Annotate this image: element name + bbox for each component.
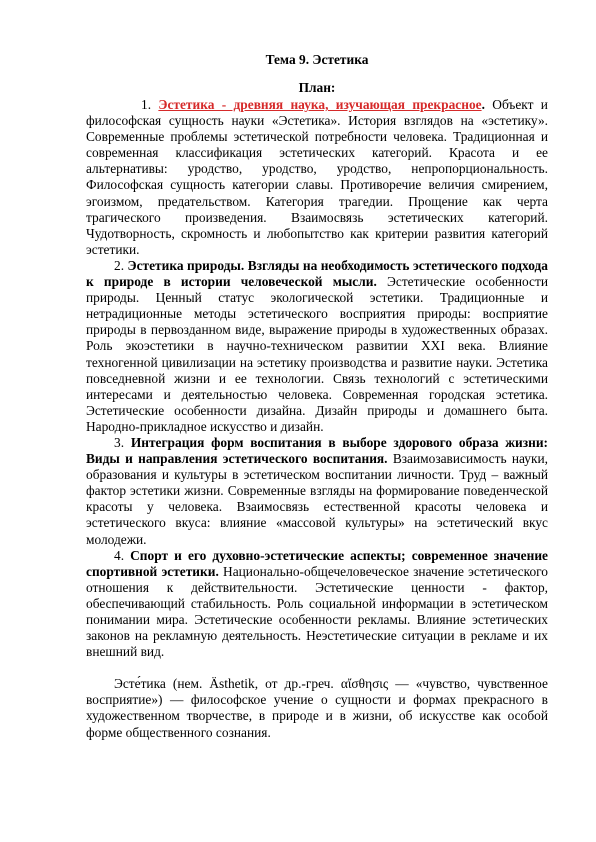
plan-item-1 — [86, 97, 548, 258]
definition-paragraph: Эсте́тика (нем. Ästhetik, от др.-греч. αἴσθησις — «чувство, чувственное восприятие») — философское учение о сущности и формах прекрасного в художественном творчестве, в природе и в жизни, об искусстве как особой форме общественного сознания. — [86, 676, 548, 740]
plan-item-1-heading: Эстетика - древняя наука, изучающая прекрасное — [158, 97, 482, 112]
plan-item-4 — [86, 548, 548, 661]
plan-item-1-heading-end: . — [481, 97, 485, 112]
plan-item-2 — [86, 258, 548, 435]
plan-item-3-text: Взаимозависимость науки, образования и культуры в эстетическом воспитании личности. Труд – важный фактор эстетики жизни. Современные взгляды на формирование поведенческой красоты у человека. Взаимосвязь естественной красоты человека и эстетического вкуса: влияние «массовой культуры» на эстетический вкус молодежи. — [86, 451, 548, 547]
plan-item-4-number: 4. — [114, 547, 125, 563]
plan-item-2-number: 2. — [114, 257, 125, 273]
plan-item-2-text: Эстетические особенности природы. Ценный статус экологической эстетики. Традиционные и нетрадиционные методы эстетического восприятия природы: восприятие природы в первозданном виде, выражение природы в художественных образах. Роль экоэстетики в научно-техническом развитии XXI века. Влияние техногенной цивилизации на эстетику производства и развитие науки. Эстетика повседневной жизни и ее технологии. Связь технологий с эстетическими интересами и деятельностью человека. Современная городская эстетика. Эстетические особенности дизайна. Дизайн природы и домашнего быта. Народно-прикладное искусство и дизайн. — [86, 274, 548, 434]
plan-item-3-heading: Интеграция форм воспитания в выборе здорового образа жизни: Виды и направления эстетического воспитания. — [86, 434, 548, 467]
plan-item-4-heading: Спорт и его духовно-эстетические аспекты; современное значение спортивной эстетики. — [86, 547, 548, 579]
plan-heading: План: — [298, 80, 336, 95]
plan-item-2-heading: Эстетика природы. Взгляды на необходимость эстетического подхода к природе в истории человеческой мысли. — [86, 257, 548, 290]
plan-item-4-text: Национально-общечеловеческое значение эстетического отношения к действительности. Эстетические ценности - фактор, обеспечивающий стабильность. Роль социальной информации в эстетическом понимании мира. Эстетические особенности рекламы. Влияние эстетических законов на рекламную деятельность. Неэстетические ситуации в рекламе и их внешний вид. — [86, 563, 548, 660]
plan-item-1-text: Объект и философская сущность науки «Эстетика». История взглядов на «эстетику». Современные проблемы эстетической потребности человека. Традиционная и современная классификация эстетических категорий. Красота и ее альтернативы: уродство, уродство, уродство, непропорциональность. Философская сущность категории славы. Противоречие величия смирением, эгоизмом, предательством. Категория трагедии. Прощение как черта трагического произведения. Взаимосвязь эстетических категорий. Чудотворность, скромность и любопытство как критерии развития категорий эстетики. — [86, 97, 548, 257]
document-page — [86, 52, 548, 741]
plan-item-3-number: 3. — [114, 434, 125, 450]
plan-item-3 — [86, 435, 548, 548]
page-title: Тема 9. Эстетика — [265, 52, 369, 67]
plan-item-1-number: 1. — [141, 97, 152, 112]
